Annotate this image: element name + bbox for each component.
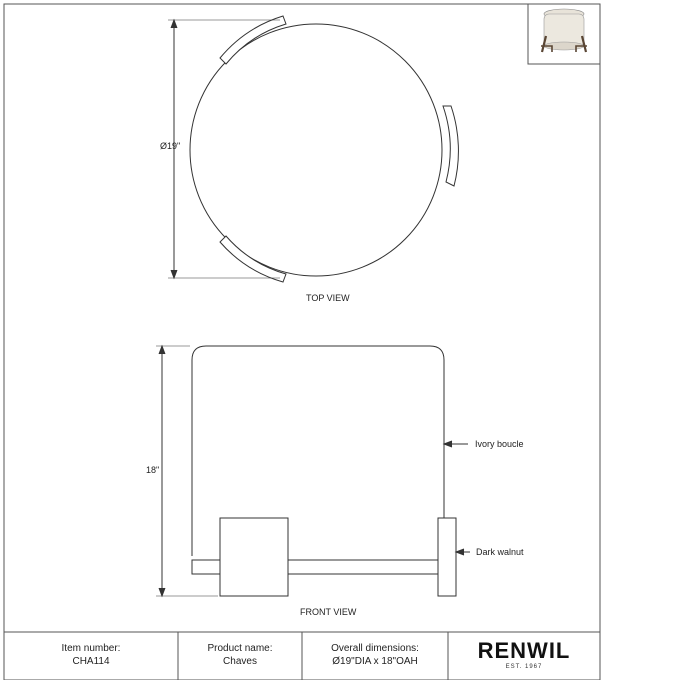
item-number-label: Item number:: [61, 643, 121, 654]
top-view-label: TOP VIEW: [306, 293, 350, 303]
front-view-drawing: [156, 346, 470, 596]
front-view-label: FRONT VIEW: [300, 607, 357, 617]
height-dimension-label: 18": [146, 465, 160, 475]
product-name-value: Chaves: [223, 656, 257, 667]
base-callout: Dark walnut: [476, 547, 524, 557]
diameter-dimension-label: Ø19": [160, 141, 181, 151]
top-view-drawing: [168, 16, 458, 282]
dimensions-value: Ø19"DIA x 18"OAH: [332, 656, 418, 667]
brand-logo: [448, 632, 600, 680]
upholstery-callout: Ivory boucle: [475, 439, 524, 449]
dimensions-cell: [302, 632, 448, 680]
product-name-label: Product name:: [207, 643, 273, 654]
brand-name: RENWIL: [477, 638, 571, 663]
item-number-value: CHA114: [72, 656, 110, 667]
brand-established: EST. 1967: [505, 664, 543, 670]
product-thumbnail: [528, 4, 600, 64]
product-name-cell: [178, 632, 302, 680]
dimensions-label: Overall dimensions:: [331, 643, 419, 654]
item-number-cell: [4, 632, 178, 680]
